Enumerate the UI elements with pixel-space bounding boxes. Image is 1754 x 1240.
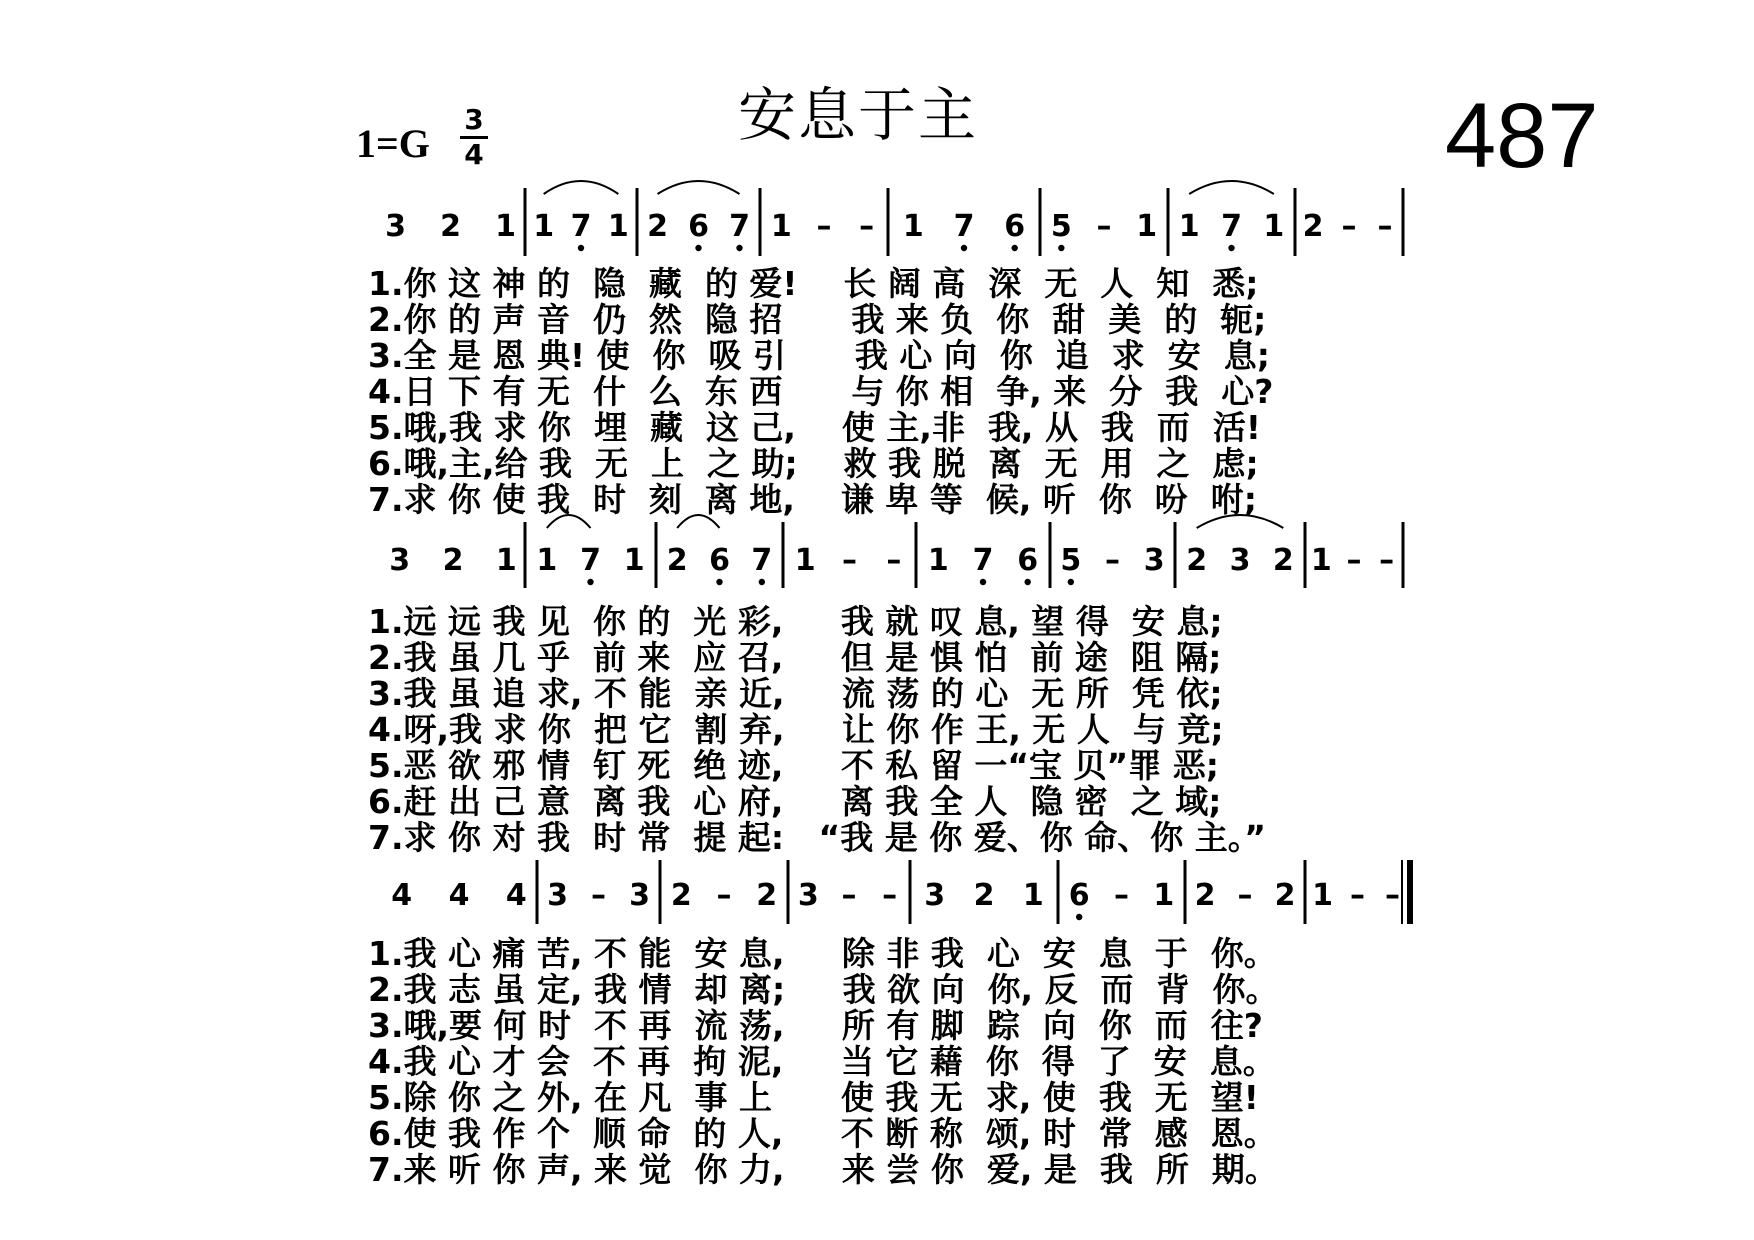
note: – bbox=[1379, 543, 1395, 578]
note: – bbox=[591, 878, 606, 913]
note: 4 bbox=[505, 878, 527, 913]
lyric-line: 3.我 虽 追 求, 不 能 亲 近, 流 荡 的 心 无 所 凭 依; bbox=[368, 674, 1223, 713]
note: 2 bbox=[440, 209, 461, 244]
note: – bbox=[1237, 878, 1253, 913]
note: – bbox=[1341, 209, 1357, 244]
note: 3 bbox=[1143, 543, 1165, 578]
time-signature-top: 3 bbox=[460, 104, 488, 139]
low-octave-dot bbox=[1076, 914, 1082, 920]
note: 1 bbox=[770, 209, 792, 244]
note: 7 bbox=[580, 543, 601, 578]
note: – bbox=[859, 209, 875, 244]
lyric-line: 2.你 的 声 音 仍 然 隐 招 我 来 负 你 甜 美 的 轭; bbox=[368, 300, 1267, 339]
note: 3 bbox=[389, 543, 411, 578]
lyric-line: 1.你 这 神 的 隐 藏 的 爱! 长 阔 高 深 无 人 知 悉; bbox=[368, 264, 1259, 303]
key-signature: 1=G bbox=[356, 121, 430, 166]
note: 1 bbox=[495, 209, 516, 244]
note: 7 bbox=[751, 543, 773, 578]
note: – bbox=[816, 209, 832, 244]
lyric-line: 7.求 你 对 我 时 常 提 起: “我 是 你 爱、你 命、你 主。” bbox=[368, 818, 1266, 857]
note: 7 bbox=[1221, 209, 1242, 244]
note: 1 bbox=[533, 209, 555, 244]
lyric-line: 7.求 你 使 我 时 刻 离 地, 谦 卑 等 候, 听 你 吩 咐; bbox=[368, 480, 1257, 519]
note: 3 bbox=[1229, 543, 1251, 578]
note: 6 bbox=[709, 543, 730, 578]
lyric-line: 1.远 远 我 见 你 的 光 彩, 我 就 叹 息, 望 得 安 息; bbox=[368, 602, 1223, 641]
note: 1 bbox=[623, 543, 645, 578]
note: – bbox=[1346, 543, 1362, 578]
note: 1 bbox=[1136, 209, 1158, 244]
note: 1 bbox=[1178, 209, 1200, 244]
note: 1 bbox=[1312, 878, 1333, 913]
note: 1 bbox=[1153, 878, 1175, 913]
note: – bbox=[841, 878, 857, 913]
hymn-title: 安息于主 bbox=[738, 81, 979, 149]
note: – bbox=[1385, 878, 1400, 913]
lyric-line: 6.赶 出 己 意 离 我 心 府, 离 我 全 人 隐 密 之 域; bbox=[368, 782, 1222, 821]
lyric-line: 5.恶 欲 邪 情 钉 死 绝 迹, 不 私 留 一“宝 贝”罪 恶; bbox=[368, 746, 1219, 785]
note: 4 bbox=[448, 878, 470, 913]
lyric-line: 7.来 听 你 声, 来 觉 你 力, 来 尝 你 爱, 是 我 所 期。 bbox=[368, 1150, 1278, 1189]
note: – bbox=[1096, 209, 1112, 244]
note: – bbox=[842, 543, 857, 578]
note: 1 bbox=[536, 543, 558, 578]
lyric-line: 4.我 心 才 会 不 再 拘 泥, 当 它 藉 你 得 了 安 息。 bbox=[368, 1042, 1276, 1081]
note: – bbox=[1377, 209, 1393, 244]
time-signature-bottom: 4 bbox=[464, 138, 484, 171]
note: 2 bbox=[1186, 543, 1208, 578]
note: 1 bbox=[495, 543, 517, 578]
note: 2 bbox=[1194, 878, 1216, 913]
lyric-line: 2.我 虽 几 乎 前 来 应 召, 但 是 惧 怕 前 途 阻 隔; bbox=[368, 638, 1222, 677]
note: 2 bbox=[1274, 878, 1296, 913]
lyric-line: 3.全 是 恩 典! 使 你 吸 引 我 心 向 你 追 求 安 息; bbox=[368, 336, 1270, 375]
note: 2 bbox=[973, 878, 995, 913]
note: – bbox=[886, 543, 902, 578]
note: 2 bbox=[1302, 209, 1324, 244]
note: 3 bbox=[924, 878, 946, 913]
note: 7 bbox=[570, 209, 592, 244]
note: – bbox=[716, 878, 732, 913]
note: 2 bbox=[666, 543, 688, 578]
note: 1 bbox=[927, 543, 949, 578]
note: 3 bbox=[547, 878, 568, 913]
lyric-line: 6.哦,主,给 我 无 上 之 助; 救 我 脱 离 无 用 之 虑; bbox=[368, 444, 1259, 483]
note: 2 bbox=[442, 543, 464, 578]
note: – bbox=[1105, 543, 1120, 578]
note: 5 bbox=[1050, 209, 1072, 244]
lyric-line: 1.我 心 痛 苦, 不 能 安 息, 除 非 我 心 安 息 于 你。 bbox=[368, 934, 1277, 973]
note: 1 bbox=[1310, 543, 1332, 578]
note: 3 bbox=[629, 878, 650, 913]
note: 2 bbox=[647, 209, 668, 244]
note: 6 bbox=[688, 209, 709, 244]
lyric-line: 5.除 你 之 外, 在 凡 事 上 使 我 无 求, 使 我 无 望! bbox=[368, 1078, 1259, 1117]
lyric-line: 5.哦,我 求 你 埋 藏 这 己, 使 主,非 我, 从 我 而 活! bbox=[368, 408, 1261, 447]
note: – bbox=[882, 878, 898, 913]
note: 1 bbox=[607, 209, 629, 244]
hymn-number: 487 bbox=[1445, 85, 1599, 187]
note: 6 bbox=[1068, 878, 1090, 913]
note: 4 bbox=[391, 878, 413, 913]
lyric-line: 3.哦,要 何 时 不 再 流 荡, 所 有 脚 踪 向 你 而 往? bbox=[368, 1006, 1263, 1045]
note: 7 bbox=[953, 209, 975, 244]
lyric-line: 6.使 我 作 个 顺 命 的 人, 不 断 称 颂, 时 常 感 恩。 bbox=[368, 1114, 1277, 1153]
note: 7 bbox=[972, 543, 994, 578]
note: 6 bbox=[1017, 543, 1039, 578]
note: 3 bbox=[797, 878, 819, 913]
note: 1 bbox=[902, 209, 924, 244]
note: 7 bbox=[729, 209, 750, 244]
note: – bbox=[1114, 878, 1129, 913]
note: – bbox=[1350, 878, 1365, 913]
note: 2 bbox=[756, 878, 778, 913]
note: 1 bbox=[1263, 209, 1285, 244]
note: 1 bbox=[1022, 878, 1044, 913]
lyric-line: 2.我 志 虽 定, 我 情 却 离; 我 欲 向 你, 反 而 背 你。 bbox=[368, 970, 1279, 1009]
note: 2 bbox=[670, 878, 692, 913]
lyric-line: 4.呀,我 求 你 把 它 割 弃, 让 你 作 王, 无 人 与 竞; bbox=[368, 710, 1224, 749]
note: 2 bbox=[1272, 543, 1294, 578]
note: 5 bbox=[1060, 543, 1082, 578]
note: 1 bbox=[794, 543, 816, 578]
note: 6 bbox=[1004, 209, 1026, 244]
note: 3 bbox=[385, 209, 406, 244]
lyric-line: 4.日 下 有 无 什 么 东 西 与 你 相 争, 来 分 我 心? bbox=[368, 372, 1274, 411]
